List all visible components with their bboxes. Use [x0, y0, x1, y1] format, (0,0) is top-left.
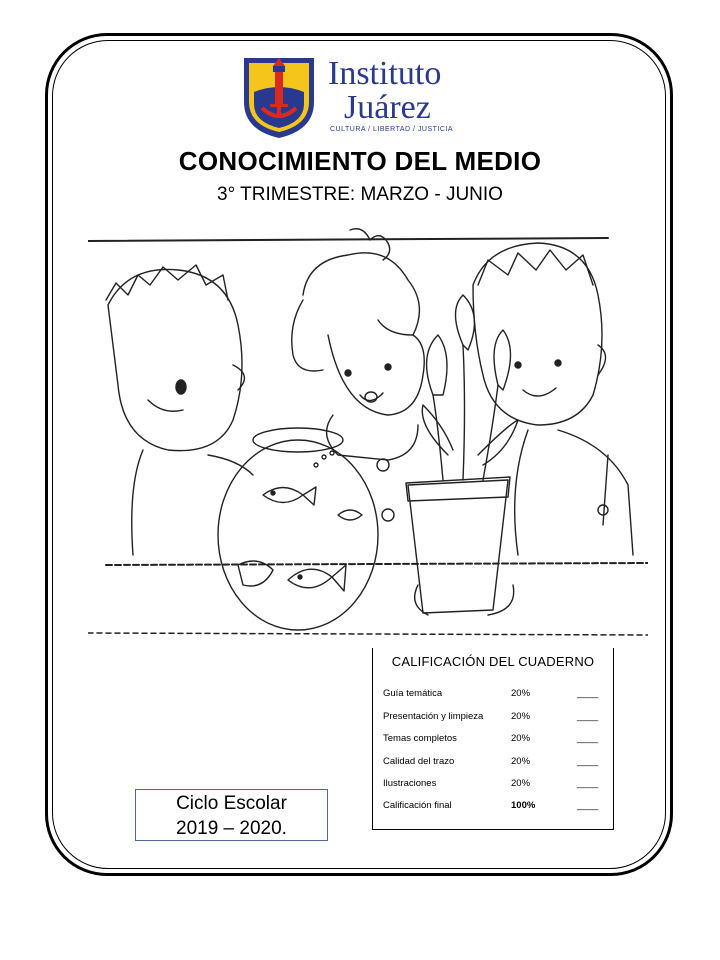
page-title: CONOCIMIENTO DEL MEDIO [178, 146, 542, 176]
grade-percent: 20% [511, 733, 531, 744]
grade-row [383, 733, 603, 749]
lighthouse-shield-icon [240, 52, 318, 140]
grade-percent: 20% [511, 778, 531, 789]
page-subtitle: 3° TRIMESTRE: MARZO - JUNIO [217, 184, 503, 205]
grade-criterion: Ilustraciones [383, 778, 437, 789]
grade-percent: 100% [511, 800, 536, 811]
grade-criterion: Temas completos [383, 733, 457, 744]
grade-percent: 20% [511, 756, 531, 767]
grade-row [383, 756, 603, 772]
school-logo [240, 52, 470, 142]
grade-row [383, 711, 603, 727]
grade-criterion: Guía temática [383, 688, 443, 699]
school-cycle-label: Ciclo Escolar [176, 793, 287, 814]
children-coloring-illustration [88, 225, 648, 645]
grade-row-final [383, 800, 603, 816]
grade-blank: ____ [577, 756, 599, 767]
grade-blank: ____ [577, 688, 599, 699]
grade-criterion: Calidad del trazo [383, 756, 455, 767]
grade-row [383, 778, 603, 794]
grade-blank: ____ [577, 733, 599, 744]
logo-tagline: CULTURA / LIBERTAD / JUSTICIA [330, 126, 454, 133]
grade-percent: 20% [511, 711, 531, 722]
grade-criterion: Calificación final [383, 800, 452, 811]
grade-blank: ____ [577, 778, 599, 789]
grade-table-title: CALIFICACIÓN DEL CUADERNO [391, 654, 595, 669]
grade-percent: 20% [511, 688, 531, 699]
grade-criterion: Presentación y limpieza [383, 711, 484, 722]
school-cycle-years: 2019 – 2020. [176, 818, 287, 839]
school-cycle-box [135, 789, 328, 841]
grade-blank: ____ [577, 711, 599, 722]
notebook-grade-table [372, 648, 614, 830]
logo-name-line2: Juárez [344, 89, 431, 126]
logo-name-line1: Instituto [328, 55, 442, 92]
grade-row [383, 688, 603, 704]
grade-blank: ____ [577, 800, 599, 811]
